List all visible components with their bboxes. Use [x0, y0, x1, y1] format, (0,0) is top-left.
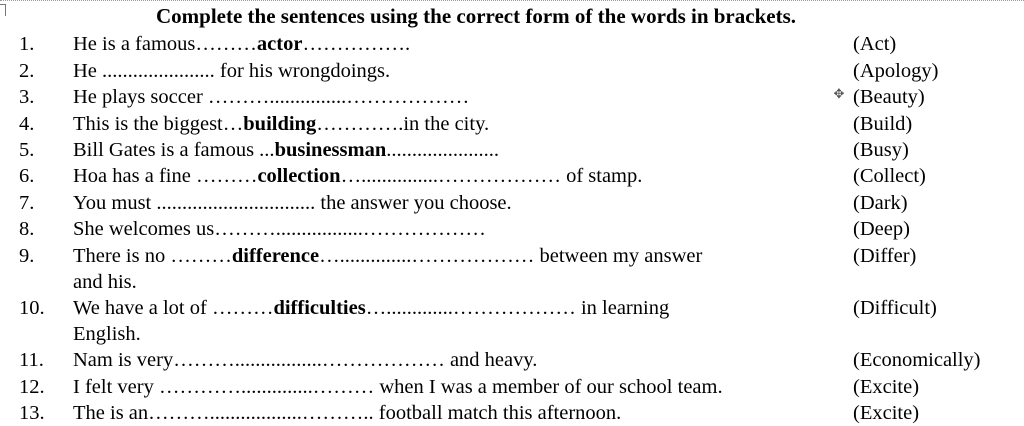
- item-number: 7.: [19, 192, 35, 214]
- sentence-text: There is no ………: [73, 245, 232, 267]
- sentence-continuation: English.: [73, 323, 141, 345]
- sentence-text: He plays soccer ………...............………………: [73, 86, 470, 108]
- exercise-item: [0, 58, 1024, 84]
- word-hint: (Differ): [853, 245, 917, 267]
- exercise-item: [0, 163, 1024, 189]
- sentence-text: Nam is very……….................……………… and heavy.: [73, 349, 538, 371]
- item-sentence[interactable]: [73, 58, 390, 84]
- exercise-item: [0, 295, 1024, 321]
- filled-answer: building: [243, 113, 317, 135]
- word-hint: (Difficult): [853, 297, 937, 319]
- sentence-text: ......................: [386, 139, 499, 161]
- sentence-text: ….............……………… in learning: [365, 297, 670, 319]
- exercise-item: [0, 111, 1024, 137]
- word-hint: (Act): [853, 33, 897, 55]
- move-handle-icon[interactable]: ✥: [833, 87, 845, 102]
- page-top-dotted-rule: [0, 0, 1024, 2]
- filled-answer: collection: [257, 165, 341, 187]
- item-number: 9.: [19, 245, 35, 267]
- item-number: 11.: [19, 349, 44, 371]
- sentence-text: He ...................... for his wrongdoings.: [73, 60, 391, 82]
- item-sentence[interactable]: [73, 400, 621, 426]
- exercise-item: [0, 243, 1024, 269]
- filled-answer: difference: [231, 245, 320, 267]
- word-hint: (Dark): [853, 192, 908, 214]
- sentence-text: This is the biggest…: [73, 113, 244, 135]
- item-number: 6.: [19, 165, 35, 187]
- word-hint: (Collect): [853, 165, 926, 187]
- exercise-title: Complete the sentences using the correct form of the words in brackets.: [156, 4, 796, 28]
- sentence-text: We have a lot of ………: [73, 297, 274, 319]
- item-number: 2.: [19, 60, 35, 82]
- exercise-item: [0, 400, 1024, 426]
- item-number: 8.: [19, 218, 35, 240]
- item-number: 12.: [19, 376, 45, 398]
- exercise-item: [0, 216, 1024, 242]
- word-hint: (Excite): [853, 402, 920, 424]
- word-hint: (Build): [853, 113, 913, 135]
- exercise-item: [0, 190, 1024, 216]
- exercise-item: [0, 31, 1024, 57]
- word-hint: (Deep): [853, 218, 910, 240]
- exercise-item: [0, 84, 1024, 110]
- sentence-text: ………….in the city.: [316, 113, 490, 135]
- sentence-text: …………….: [302, 33, 411, 55]
- word-hint: (Busy): [853, 139, 909, 161]
- sentence-text: …...............……………… of stamp.: [340, 165, 643, 187]
- exercise-item: [0, 374, 1024, 400]
- item-sentence[interactable]: [73, 163, 642, 189]
- exercise-item: [0, 347, 1024, 373]
- item-sentence[interactable]: [73, 295, 669, 321]
- item-sentence[interactable]: [73, 31, 410, 57]
- item-sentence[interactable]: [73, 374, 723, 400]
- item-number: 4.: [19, 113, 35, 135]
- word-hint: (Apology): [853, 60, 939, 82]
- item-number: 5.: [19, 139, 35, 161]
- item-sentence[interactable]: [73, 111, 489, 137]
- item-sentence[interactable]: [73, 190, 512, 216]
- sentence-text: He is a famous………: [73, 33, 257, 55]
- word-hint: (Economically): [853, 349, 981, 371]
- sentence-text: I felt very …………..............……… when I was a member of our school team.: [73, 376, 723, 398]
- word-hint: (Excite): [853, 376, 920, 398]
- text-boundary-corner-mark: [0, 4, 6, 16]
- sentence-text: Bill Gates is a famous ...: [73, 139, 275, 161]
- filled-answer: businessman: [274, 139, 387, 161]
- item-sentence[interactable]: [73, 216, 486, 242]
- word-hint: (Beauty): [853, 86, 925, 108]
- item-sentence[interactable]: [73, 137, 499, 163]
- sentence-text: …..............……………… between my answer: [319, 245, 703, 267]
- filled-answer: difficulties: [273, 297, 366, 319]
- filled-answer: actor: [256, 33, 303, 55]
- item-number: 10.: [19, 297, 45, 319]
- exercise-item: [0, 137, 1024, 163]
- item-sentence[interactable]: [73, 243, 702, 269]
- sentence-text: Hoa has a fine ………: [73, 165, 258, 187]
- item-sentence[interactable]: [73, 347, 537, 373]
- item-sentence[interactable]: [73, 84, 469, 110]
- item-number: 3.: [19, 86, 35, 108]
- sentence-text: She welcomes us……….................………………: [73, 218, 486, 240]
- item-number: 1.: [19, 33, 35, 55]
- sentence-continuation: and his.: [73, 271, 137, 293]
- sentence-text: The is an………..................……….. football match this afternoon.: [73, 402, 622, 424]
- sentence-text: You must ............................... the answer you choose.: [73, 192, 512, 214]
- item-number: 13.: [19, 402, 45, 424]
